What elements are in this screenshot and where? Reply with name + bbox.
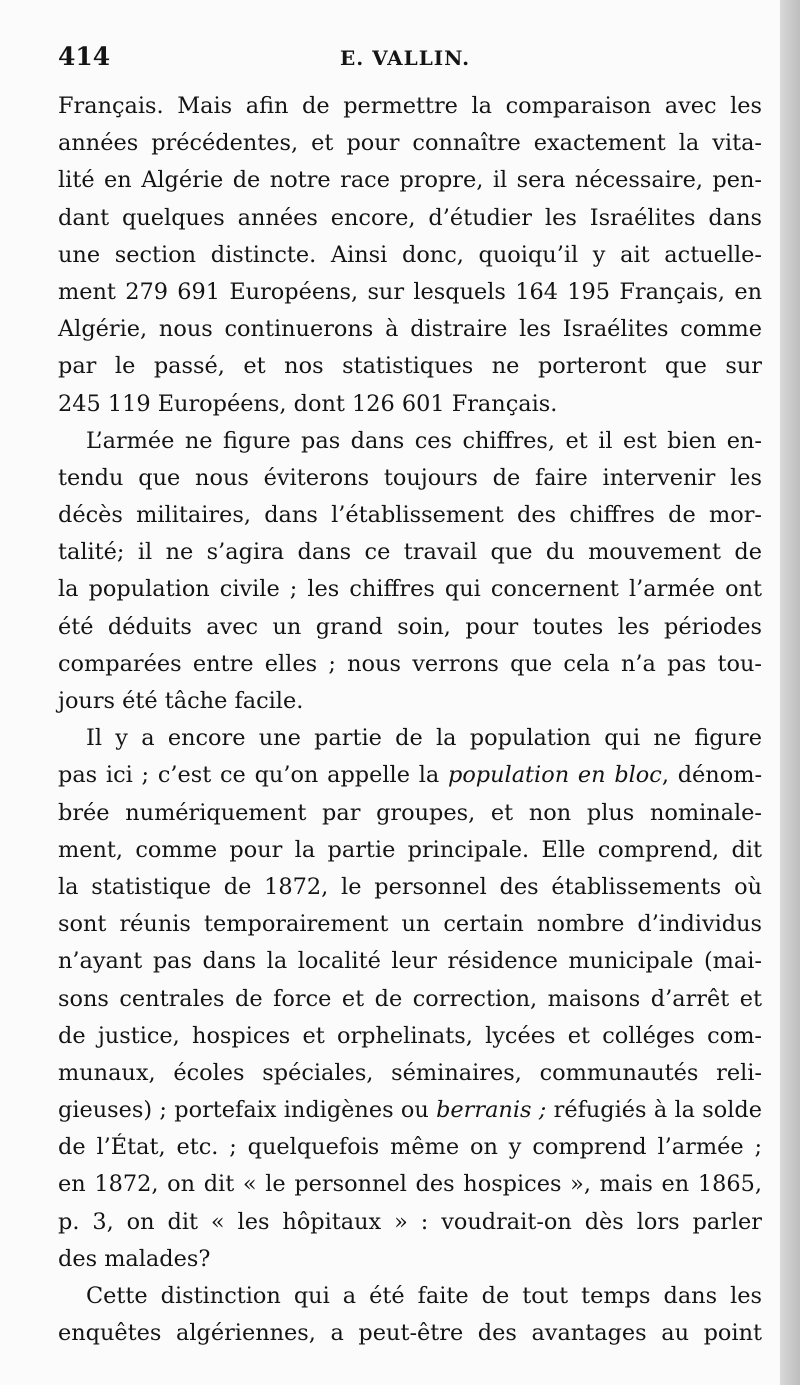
text-line: Algérie, nous continuerons à distraire les Israélites comme	[58, 316, 762, 343]
text-line: brée numériquement par groupes, et non plus nominale-	[58, 799, 762, 826]
text-line: sons centrales de force et de correction, maisons d’arrêt et	[58, 985, 762, 1012]
text-line: Il y a encore une partie de la population qui ne figure	[86, 725, 762, 752]
text-line: sont réunis temporairement un certain nombre d’individus	[58, 911, 762, 938]
text-segment: pas ici ; c’est ce qu’on appelle la	[58, 762, 448, 789]
text-line: enquêtes algériennes, a peut-être des avantages au point	[58, 1320, 762, 1347]
text-line: ment 279 691 Européens, sur lesquels 164 195 Français, en	[58, 278, 762, 305]
page-number: 414	[58, 42, 111, 71]
text-line: de justice, hospices et orphelinats, lycées et colléges com-	[58, 1022, 762, 1049]
text-line: Français. Mais afin de permettre la comparaison avec les	[58, 93, 762, 119]
text-line: Cette distinction qui a été faite de tout temps dans les	[86, 1283, 762, 1309]
italic-term: berranis ;	[436, 1097, 547, 1124]
text-line: dant quelques années encore, d’étudier les Israélites dans	[58, 204, 762, 231]
text-line: années précédentes, et pour connaître exactement la vita-	[58, 130, 762, 157]
text-segment: gieuses) ; portefaix indigènes ou	[58, 1097, 437, 1124]
text-line: munaux, écoles spéciales, séminaires, communautés reli-	[58, 1059, 762, 1086]
text-line: 245 119 Européens, dont 126 601 Français.	[58, 390, 558, 417]
text-segment: réfugiés à la solde	[546, 1097, 762, 1124]
text-line: la statistique de 1872, le personnel des établissements où	[58, 873, 762, 900]
text-line: jours été tâche facile.	[58, 688, 304, 714]
text-line: comparées entre elles ; nous verrons que cela n’a pas tou-	[58, 650, 762, 677]
text-line: été déduits avec un grand soin, pour toutes les périodes	[58, 613, 762, 640]
paragraph-1	[58, 88, 762, 423]
italic-term: population en bloc	[447, 762, 662, 789]
paragraph-2	[58, 423, 762, 721]
text-line: la population civile ; les chiffres qui concernent l’armée ont	[58, 576, 762, 603]
text-line: une section distincte. Ainsi donc, quoiqu’il y ait actuelle-	[58, 241, 762, 268]
text-line: ment, comme pour la partie principale. Elle comprend, dit	[58, 836, 762, 863]
text-line: L’armée ne figure pas dans ces chiffres, et il est bien en-	[86, 427, 762, 454]
text-line	[58, 1092, 762, 1129]
text-line: talité; il ne s’agira dans ce travail que du mouvement de	[58, 539, 762, 566]
text-line: décès militaires, dans l’établissement des chiffres de mor-	[58, 502, 762, 529]
text-line: tendu que nous éviterons toujours de faire intervenir les	[58, 464, 762, 491]
page-header	[58, 42, 764, 76]
text-line: p. 3, on dit « les hôpitaux » : voudrait-on dès lors parler	[58, 1208, 762, 1235]
text-line	[58, 757, 762, 794]
page-edge-shadow	[780, 0, 800, 1385]
text-segment: , dénom-	[661, 762, 763, 789]
paragraph-3	[58, 720, 762, 1278]
paragraph-4	[58, 1278, 762, 1352]
body-text	[58, 88, 762, 1352]
text-line: des malades?	[58, 1245, 211, 1272]
text-line: de l’État, etc. ; quelquefois même on y comprend l’armée ;	[58, 1134, 762, 1161]
text-line: en 1872, on dit « le personnel des hospices », mais en 1865,	[58, 1171, 762, 1198]
text-line: par le passé, et nos statistiques ne porteront que sur	[58, 353, 762, 380]
text-line: lité en Algérie de notre race propre, il sera nécessaire, pen-	[58, 167, 762, 194]
running-head: E. VALLIN.	[340, 46, 471, 70]
text-line: n’ayant pas dans la localité leur résidence municipale (mai-	[58, 948, 762, 975]
